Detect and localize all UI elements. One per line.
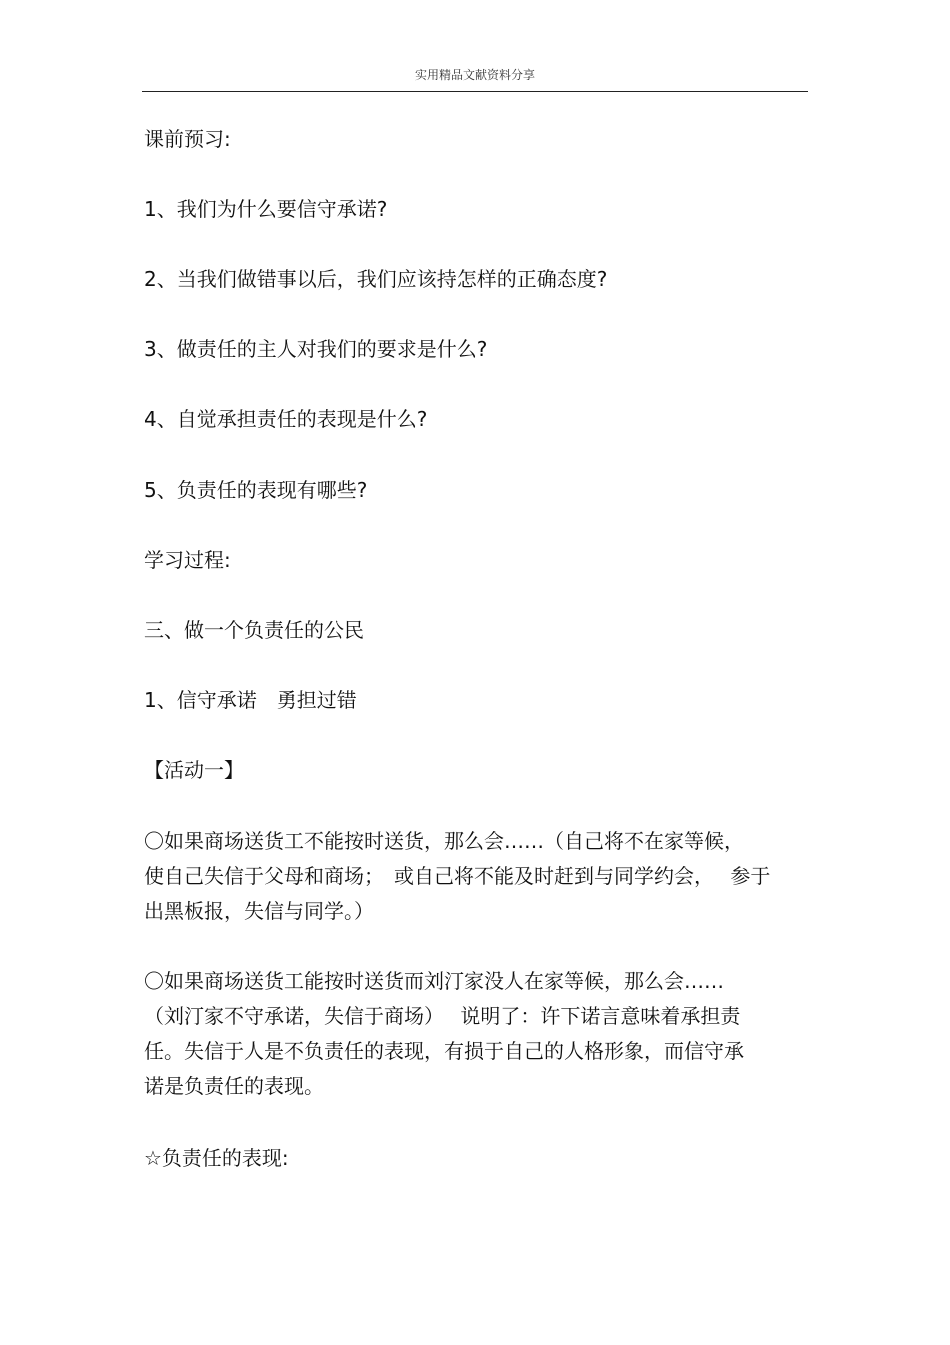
header-divider [142,91,808,92]
question-5: 5、负责任的表现有哪些? [144,478,368,502]
subsection-heading: 1、信守承诺 勇担过错 [144,688,357,712]
paragraph-2-line-4: 诺是负责任的表现。 [144,1074,324,1098]
activity-paragraph-1 [144,824,814,929]
process-heading: 学习过程: [144,548,231,572]
star-heading: ☆负责任的表现: [144,1146,289,1170]
page-header-title: 实用精品文献资料分享 [414,68,535,82]
paragraph-2-line-3: 任。失信于人是不负责任的表现，有损于自己的人格形象，而信守承 [144,1039,744,1063]
activity-paragraph-2 [144,964,814,1104]
paragraph-1-line-3: 出黑板报，失信与同学。） [144,899,374,923]
paragraph-1-line-2: 使自己失信于父母和商场； 或自己将不能及时赶到与同学约会， 参于 [144,864,771,888]
question-1: 1、我们为什么要信守承诺? [144,197,388,221]
preview-heading: 课前预习: [144,127,231,151]
question-2: 2、当我们做错事以后，我们应该持怎样的正确态度? [144,267,608,291]
paragraph-2-line-2: （刘汀家不守承诺，失信于商场） 说明了：许下诺言意味着承担责 [144,1004,741,1028]
activity-heading: 【活动一】 [144,758,244,782]
paragraph-2-line-1: 〇如果商场送货工能按时送货而刘汀家没人在家等候，那么会…… [144,969,724,993]
chapter-heading: 三、做一个负责任的公民 [144,618,364,642]
question-4: 4、自觉承担责任的表现是什么? [144,407,428,431]
question-3: 3、做责任的主人对我们的要求是什么? [144,337,488,361]
paragraph-1-line-1: 〇如果商场送货工不能按时送货，那么会……（自己将不在家等候， [144,829,744,853]
